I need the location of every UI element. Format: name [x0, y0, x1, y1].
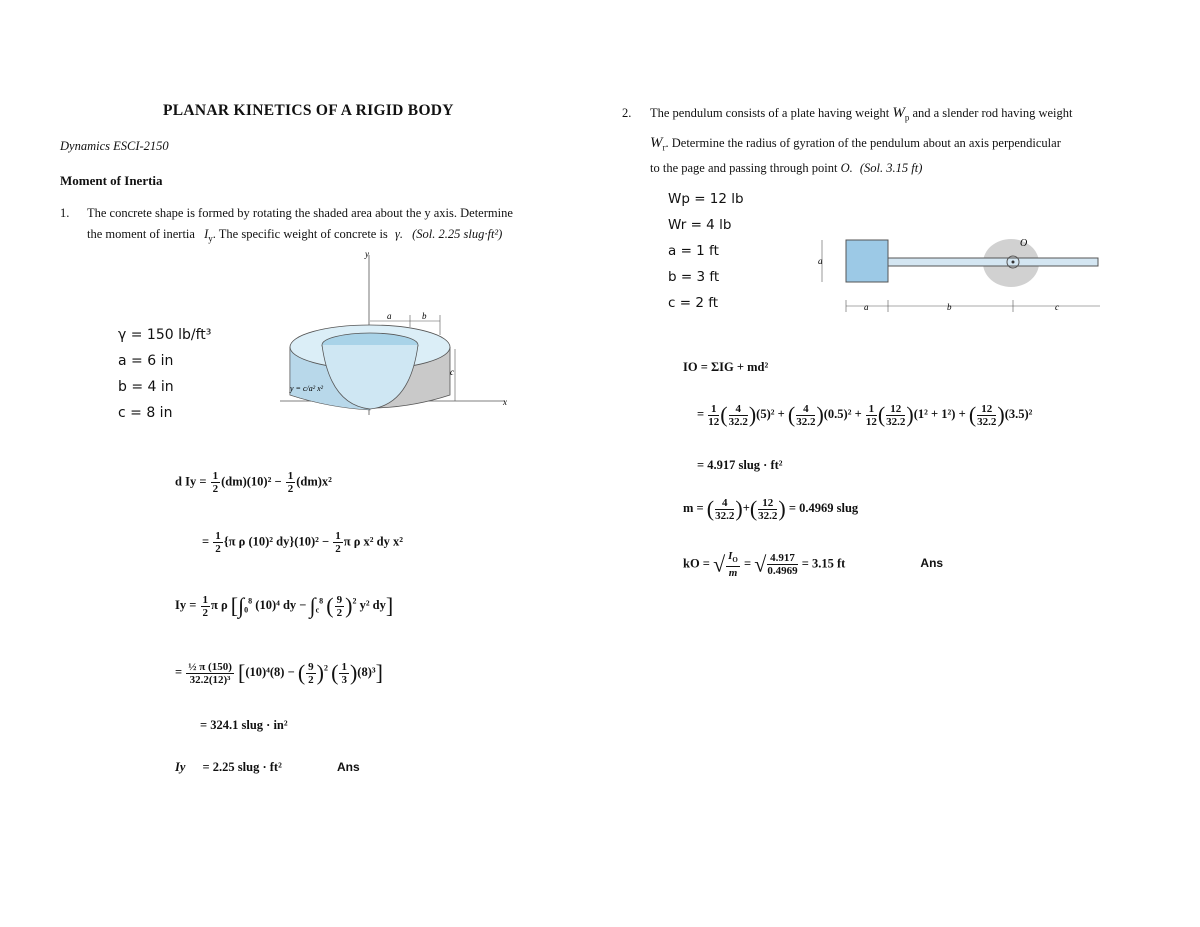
dim-c2-label: c: [1055, 302, 1059, 312]
pendulum-figure: [810, 230, 1110, 320]
problem2-statement: [650, 103, 1140, 179]
solution1-row1: d Iy = $\frac{1}{2}$ (dm)(10)² − $\frac{1}{2}$ (dm)x²: [175, 470, 332, 495]
frac-half: $\frac{1}{2}$: [215, 530, 221, 555]
dim-a-label: a: [387, 311, 392, 321]
frac-4-over-32: $\frac{4}{32.2}$: [796, 402, 816, 428]
axis-y-label: y: [365, 249, 369, 259]
dim-a2-vert-label: a: [818, 256, 823, 266]
dim-a2-label: a: [864, 302, 869, 312]
given-c: c = 8 in: [118, 405, 173, 421]
given-wr: Wr = 4 lb: [668, 217, 732, 233]
point-o-label: O: [1020, 238, 1028, 249]
frac-half: $\frac{1}{2}$: [335, 530, 341, 555]
concrete-shape-figure: [270, 245, 520, 425]
given-c2: c = 2 ft: [668, 295, 719, 311]
section-heading: Moment of Inertia: [60, 173, 163, 188]
frac-one-third: $\frac{1}{3}$: [341, 660, 347, 686]
given-b: b = 4 in: [118, 379, 174, 395]
problem2-line1: The pendulum consists of a plate having weight $W_p$ and a slender rod having weight: [650, 105, 1073, 123]
problem2-givens: [668, 186, 744, 316]
frac-constant: $\frac{\text{½ π (150)}}{\text{32.2(12)³}}$: [188, 660, 232, 686]
solution2-row4: m = ( $\frac{4}{32.2}$ )+( $\frac{12}{32.2}$ ) = 0.4969 slug: [683, 496, 859, 522]
solution1-row6: Iy = 2.25 slug · ft² Ans: [175, 760, 360, 774]
frac-half: $\frac{1}{2}$: [202, 593, 208, 619]
dim-b-label: b: [422, 311, 427, 321]
curve-equation-label: y = c/a² x²: [290, 384, 324, 393]
answer-label: Ans: [336, 760, 360, 774]
problem1-number: 1.: [60, 206, 70, 220]
problem2-line3: to the page and passing through point O. (Sol. 3.15 ft): [650, 161, 923, 175]
problem1-line2: the moment of inertia $I_y$. The specific weight of concrete is γ. (Sol. 2.25 slug·ft²): [87, 227, 503, 244]
solution2-row1: IO = ΣIG + md²: [683, 360, 769, 374]
problem2-number: 2.: [622, 106, 632, 120]
answer-label-2: Ans: [920, 556, 944, 571]
given-b2: b = 3 ft: [668, 269, 720, 285]
frac-half: $\frac{1}{2}$: [287, 470, 294, 495]
given-a2: a = 1 ft: [668, 243, 719, 259]
page-title: PLANAR KINETICS OF A RIGID BODY: [163, 102, 454, 119]
solution1-row2: = $\frac{1}{2}$ {π ρ (10)² dy}(10)² − $\frac{1}{2}$ π ρ x² dy x²: [202, 530, 403, 555]
frac-4-over-32: $\frac{4}{32.2}$: [715, 496, 735, 522]
solution1-row4: = $\frac{\text{½ π (150)}}{\text{32.2(12)³}}$ [(10)⁴(8) − ( $\frac{9}{2}$ )$^2$ ( $\frac{1}{3}$ )(8)³]: [175, 660, 383, 686]
dim-b2-label: b: [947, 302, 952, 312]
problem2-line2: $W_r$. Determine the radius of gyration of the pendulum about an axis perpendicular: [650, 134, 1061, 152]
problem1-statement: [87, 203, 587, 250]
given-a: a = 6 in: [118, 353, 174, 369]
frac-half: $\frac{1}{2}$: [212, 470, 219, 495]
frac-4-over-32: $\frac{4}{32.2}$: [728, 402, 748, 428]
given-wp: Wp = 12 lb: [668, 191, 744, 207]
dim-c-label: c: [450, 367, 454, 377]
frac-nine-halves: $\frac{9}{2}$: [336, 593, 343, 619]
frac-12-over-32: $\frac{12}{32.2}$: [977, 402, 997, 428]
solution1-row3: Iy = $\frac{1}{2}$ π ρ [$\int_0^8$ (10)⁴ dy − $\int_c^8$ ( $\frac{9}{2}$ )$^2$ y² dy]: [175, 593, 394, 619]
solution2-row3: = 4.917 slug · ft²: [697, 458, 783, 472]
frac-numeric: $\frac{4.917}{0.4969}$: [767, 552, 798, 578]
course-name: Dynamics ESCI-2150: [60, 139, 169, 153]
frac-12-over-32: $\frac{12}{32.2}$: [758, 496, 778, 522]
solution2-row5: kO = √ $\frac{I_O}{m}$ = √ $\frac{4.917}{0.4969}$ = 3.15 ft Ans: [683, 550, 944, 580]
solution2-row2: = $\frac{1}{12}$ ( $\frac{4}{32.2}$ )(5)² + ( $\frac{4}{32.2}$ )(0.5)² + $\frac{1}{12}$ ( $\frac{12}{32.2}$ )(1² + 1²) + ( $\frac{12}{32.2}$ )(3.5)²: [697, 402, 1033, 428]
solution1-row5: = 324.1 slug · in²: [200, 718, 288, 732]
frac-io-over-m: $\frac{I_O}{m}$: [728, 550, 738, 580]
frac-nine-halves: $\frac{9}{2}$: [308, 660, 314, 686]
frac-one-twelfth: $\frac{1}{12}$: [865, 402, 877, 428]
axis-x-label: x: [503, 397, 507, 407]
frac-12-over-32: $\frac{12}{32.2}$: [886, 402, 906, 428]
frac-one-twelfth: $\frac{1}{12}$: [708, 402, 720, 428]
problem1-givens: [118, 322, 211, 426]
given-gamma: γ = 150 lb/ft³: [118, 327, 212, 343]
problem1-line1: The concrete shape is formed by rotating the shaded area about the y axis. Determine: [87, 206, 513, 220]
